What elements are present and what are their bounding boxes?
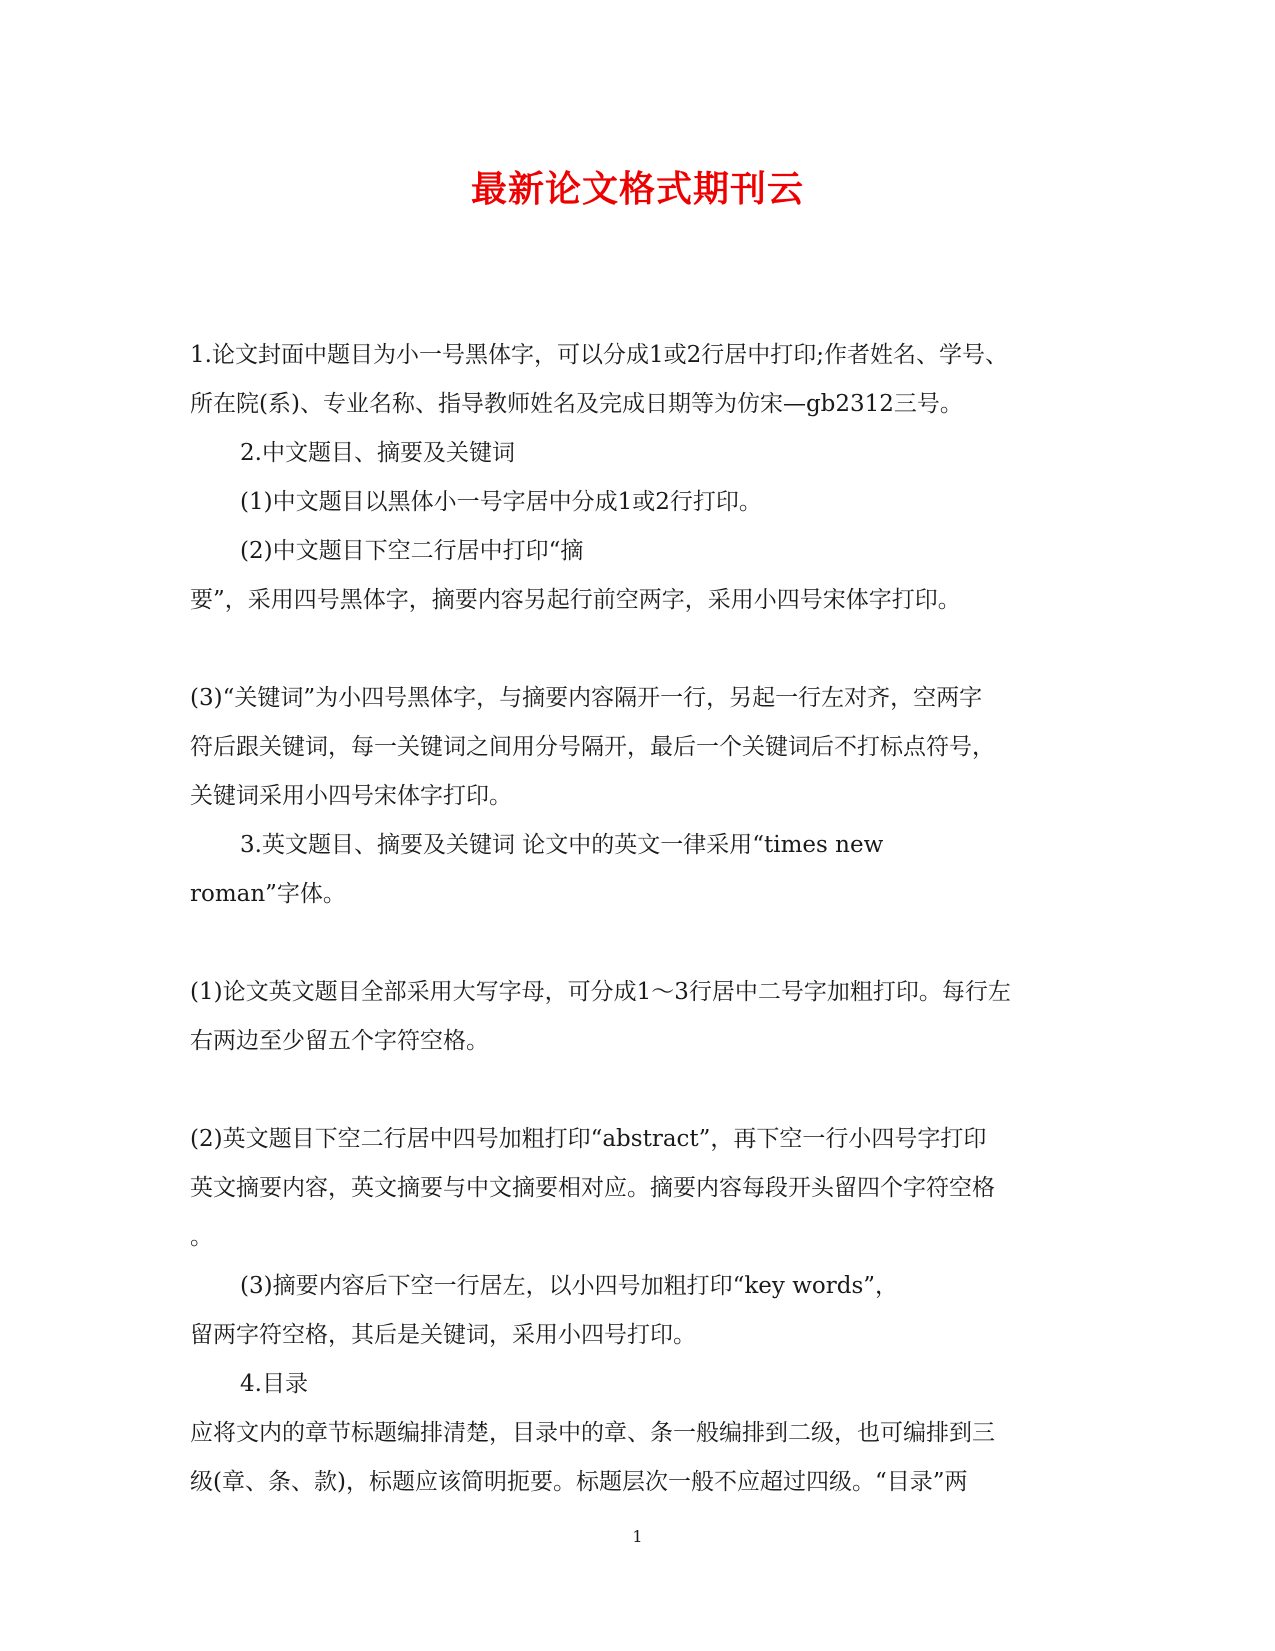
paragraph-line: 留两字符空格，其后是关键词，采用小四号打印。 (190, 1322, 696, 1348)
paragraph-line: 所在院(系)、专业名称、指导教师姓名及完成日期等为仿宋—gb2312三号。 (190, 391, 963, 417)
paragraph-line: 要”，采用四号黑体字，摘要内容另起行前空两字，采用小四号宋体字打印。 (190, 587, 961, 613)
page-number: 1 (632, 1527, 643, 1546)
blank-line (190, 919, 1090, 968)
section-heading: 2.中文题目、摘要及关键词 (240, 440, 515, 466)
paragraph-line: (3)“关键词”为小四号黑体字，与摘要内容隔开一行，另起一行左对齐，空两字 (190, 685, 983, 711)
paragraph-line: (1)中文题目以黑体小一号字居中分成1或2行打印。 (240, 489, 762, 515)
document-body (190, 331, 1090, 1507)
paragraph-line: 符后跟关键词，每一关键词之间用分号隔开，最后一个关键词后不打标点符号， (190, 734, 995, 760)
paragraph-line: (1)论文英文题目全部采用大写字母，可分成1～3行居中二号字加粗打印。每行左 (190, 979, 1011, 1005)
paragraph-line: 关键词采用小四号宋体字打印。 (190, 783, 512, 809)
paragraph-line: 英文摘要内容，英文摘要与中文摘要相对应。摘要内容每段开头留四个字符空格 (190, 1175, 995, 1201)
document-title: 最新论文格式期刊云 (470, 169, 804, 210)
paragraph-line: (3)摘要内容后下空一行居左，以小四号加粗打印“key words”， (240, 1273, 899, 1299)
blank-line (190, 1066, 1090, 1115)
paragraph-line: roman”字体。 (190, 881, 346, 907)
paragraph-line: 。 (190, 1224, 213, 1250)
paragraph-line: (2)英文题目下空二行居中四号加粗打印“abstract”，再下空一行小四号字打印 (190, 1126, 987, 1152)
section-heading: 3.英文题目、摘要及关键词 论文中的英文一律采用“times new (240, 832, 884, 858)
paragraph-line: (2)中文题目下空二行居中打印“摘 (240, 538, 584, 564)
paragraph-line: 右两边至少留五个字符空格。 (190, 1028, 489, 1054)
paragraph-line: 1.论文封面中题目为小一号黑体字，可以分成1或2行居中打印;作者姓名、学号、 (190, 342, 1008, 368)
paragraph-line: 级(章、条、款)，标题应该简明扼要。标题层次一般不应超过四级。“目录”两 (190, 1469, 968, 1495)
section-heading: 4.目录 (240, 1371, 308, 1397)
paragraph-line: 应将文内的章节标题编排清楚，目录中的章、条一般编排到二级，也可编排到三 (190, 1420, 995, 1446)
blank-line (190, 625, 1090, 674)
